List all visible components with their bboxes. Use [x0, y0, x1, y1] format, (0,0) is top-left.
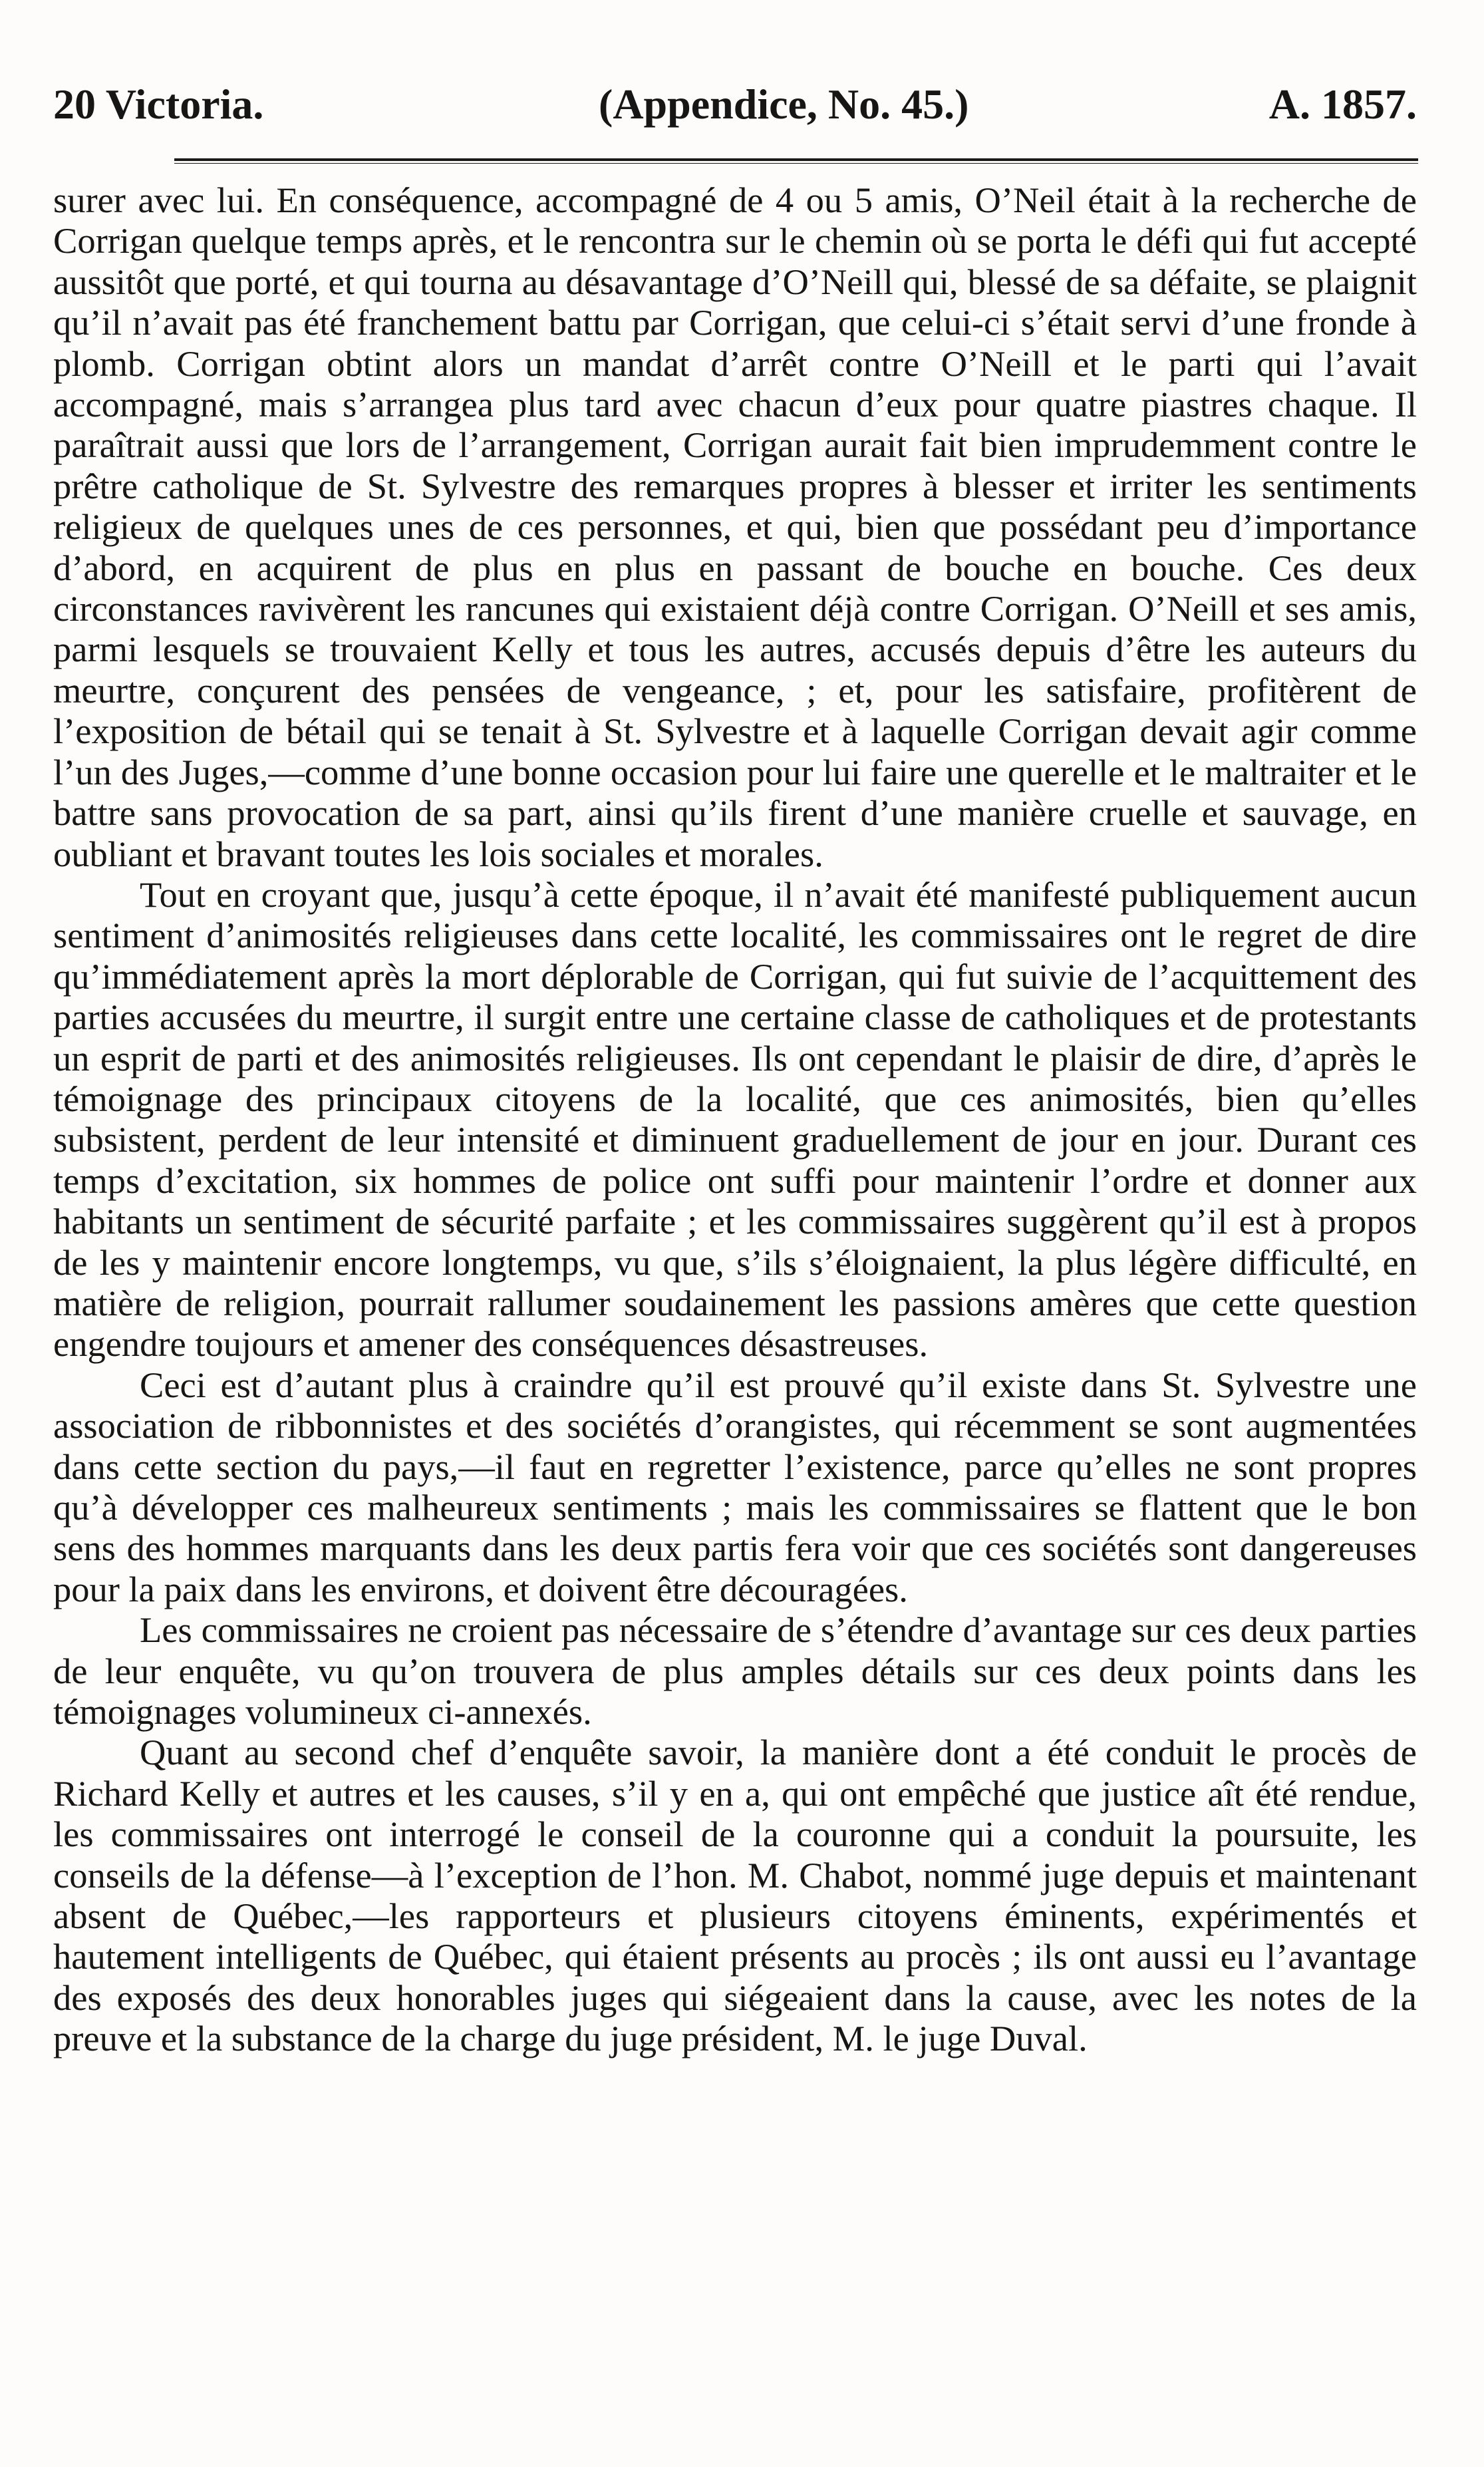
paragraph-2: Tout en croyant que, jusqu’à cette époque, il n’avait été manifesté publiquement aucun sentiment d’animosités religieuses dans cette localité, les commissaires ont le regret de dire qu’immédiatement après la mort déplorable de Corrigan, qui fut suivie de l’acquittement des parties accusées du meurtre, il surgit entre une certaine classe de catholiques et de protestants un esprit de parti et des animosités religieuses. Ils ont cependant le plaisir de dire, d’après le témoignage des principaux citoyens de la localité, que ces animosités, bien qu’elles subsistent, perdent de leur intensité et diminuent graduellement de jour en jour. Durant ces temps d’excitation, six hommes de police ont suffi pour maintenir l’ordre et donner aux habitants un sentiment de sécurité parfaite ; et les commissaires suggèrent qu’il est à propos de les y maintenir encore longtemps, vu que, s’ils s’éloignaient, la plus légère difficulté, en matière de religion, pourrait rallumer soudainement les passions amères que cette question engendre toujours et amener des conséquences désastreuses.: [53, 874, 1417, 1365]
document-body: [53, 180, 1417, 2428]
header-appendix: (Appendice, No. 45.): [599, 81, 969, 128]
header-rule: [174, 158, 1418, 164]
header-volume: 20 Victoria.: [53, 81, 264, 128]
paragraph-1: surer avec lui. En conséquence, accompagné de 4 ou 5 amis, O’Neil était à la recherche de Corrigan quelque temps après, et le rencontra sur le chemin où se porta le défi qui fut accepté aussitôt que porté, et qui tourna au désavantage d’O’Neill qui, blessé de sa défaite, se plaignit qu’il n’avait pas été franchement battu par Corrigan, que celui-ci s’était servi d’une fronde à plomb. Corrigan obtint alors un mandat d’arrêt contre O’Neill et le parti qui l’avait accompagné, mais s’arrangea plus tard avec chacun d’eux pour quatre piastres chaque. Il paraîtrait aussi que lors de l’arrangement, Corrigan aurait fait bien imprudemment contre le prêtre catholique de St. Sylvestre des remarques propres à blesser et irriter les sentiments religieux de quelques unes de ces personnes, et qui, bien que possédant peu d’importance d’abord, en acquirent de plus en plus en passant de bouche en bouche. Ces deux circonstances ravivèrent les rancunes qui existaient déjà contre Corrigan. O’Neill et ses amis, parmi lesquels se trouvaient Kelly et tous les autres, accusés depuis d’être les auteurs du meurtre, conçurent des pensées de vengeance, ; et, pour les satisfaire, profitèrent de l’exposition de bétail qui se tenait à St. Sylvestre et à laquelle Corrigan devait agir comme l’un des Juges,—comme d’une bonne occasion pour lui faire une querelle et le maltraiter et le battre sans provocation de sa part, ainsi qu’ils firent d’une manière cruelle et sauvage, en oubliant et bravant toutes les lois sociales et morales.: [53, 180, 1417, 874]
paragraph-5: Quant au second chef d’enquête savoir, la manière dont a été conduit le procès de Richard Kelly et autres et les causes, s’il y en a, qui ont empêché que justice aît été rendue, les commissaires ont interrogé le conseil de la couronne qui a conduit la poursuite, les conseils de la défense—à l’exception de l’hon. M. Chabot, nommé juge depuis et maintenant absent de Québec,—les rapporteurs et plusieurs citoyens éminents, expérimentés et hautement intelligents de Québec, qui étaient présents au procès ; ils ont aussi eu l’avantage des exposés des deux honorables juges qui siégeaient dans la cause, avec les notes de la preuve et la substance de la charge du juge président, M. le juge Duval.: [53, 1732, 1417, 2059]
paragraph-4: Les commissaires ne croient pas nécessaire de s’étendre d’avantage sur ces deux parties de leur enquête, vu qu’on trouvera de plus amples détails sur ces deux points dans les témoignages volumineux ci-annexés.: [53, 1609, 1417, 1732]
paragraph-3: Ceci est d’autant plus à craindre qu’il est prouvé qu’il existe dans St. Sylvestre une association de ribbonnistes et des sociétés d’orangistes, qui récemment se sont augmentées dans cette section du pays,—il faut en regretter l’existence, parce qu’elles ne sont propres qu’à développer ces malheureux sentiments ; mais les commissaires se flattent que le bon sens des hommes marquants dans les deux partis fera voir que ces sociétés sont dangereuses pour la paix dans les environs, et doivent être découragées.: [53, 1364, 1417, 1609]
header-year: A. 1857.: [1268, 81, 1417, 128]
page-header: [53, 75, 1417, 134]
